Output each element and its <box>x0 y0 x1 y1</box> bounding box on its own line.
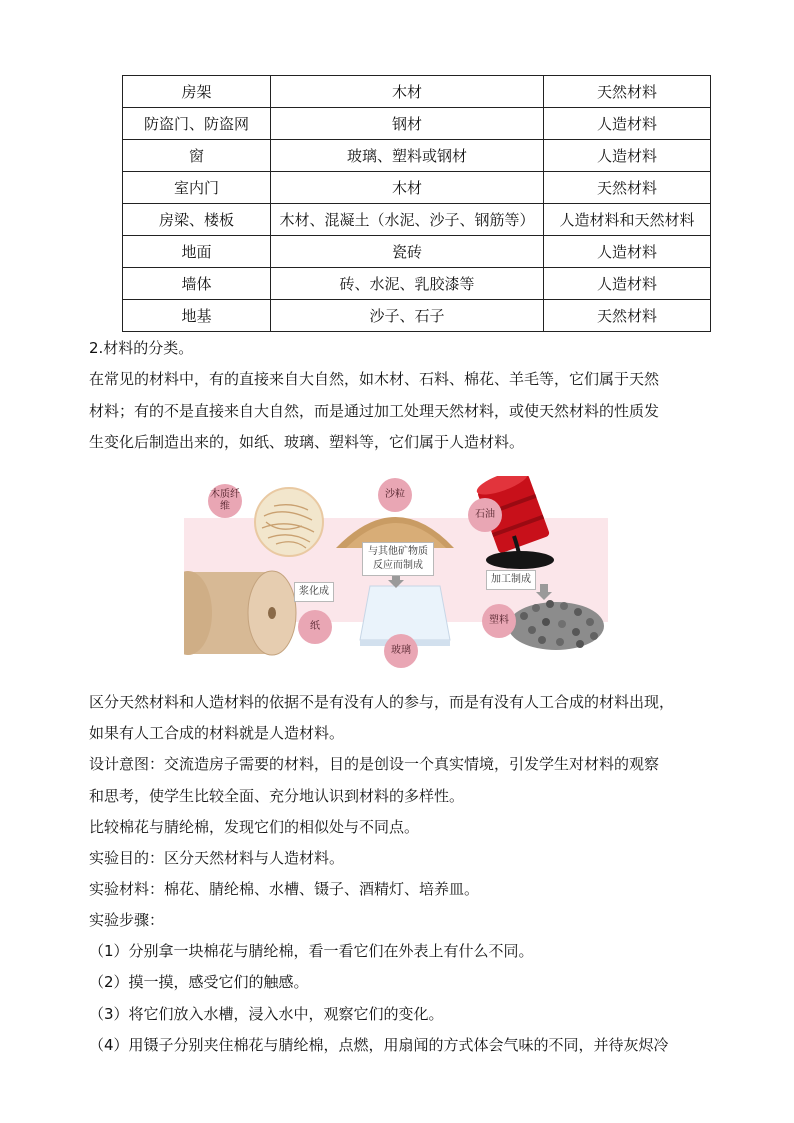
table-row <box>123 204 711 236</box>
step-item: （1）分别拿一块棉花与腈纶棉，看一看它们在外表上有什么不同。 <box>89 942 534 960</box>
section-heading: 2.材料的分类。 <box>89 339 194 357</box>
pulp-note: 浆化成 <box>294 582 334 602</box>
table-cell-type: 人造材料 <box>544 236 711 268</box>
materials-table <box>122 75 711 332</box>
table-row <box>123 140 711 172</box>
table-cell-part: 防盗门、防盗网 <box>123 108 271 140</box>
table-cell-part: 室内门 <box>123 172 271 204</box>
table-cell-part: 地面 <box>123 236 271 268</box>
paragraph-line: 设计意图：交流造房子需要的材料，目的是创设一个真实情境，引发学生对材料的观察 <box>89 755 660 773</box>
table-cell-material: 瓷砖 <box>271 236 544 268</box>
table-cell-type: 人造材料 <box>544 268 711 300</box>
table-cell-type: 天然材料 <box>544 76 711 108</box>
step-item: （2）摸一摸，感受它们的触感。 <box>89 973 309 991</box>
table-cell-part: 墙体 <box>123 268 271 300</box>
table-cell-type: 人造材料 <box>544 140 711 172</box>
plastic-label: 塑料 <box>482 604 516 638</box>
table-row <box>123 76 711 108</box>
paragraph-line: 在常见的材料中，有的直接来自大自然，如木材、石料、棉花、羊毛等，它们属于天然 <box>89 370 660 388</box>
paragraph-line: 生变化后制造出来的，如纸、玻璃、塑料等，它们属于人造材料。 <box>89 433 525 451</box>
wood-fiber-label: 木质纤维 <box>208 484 242 518</box>
paragraph-line: 比较棉花与腈纶棉，发现它们的相似处与不同点。 <box>89 818 420 836</box>
table-row <box>123 236 711 268</box>
sand-label: 沙粒 <box>378 478 412 512</box>
paragraph-line: 材料；有的不是直接来自大自然，而是通过加工处理天然材料，或使天然材料的性质发 <box>89 402 660 420</box>
paragraph-line: 如果有人工合成的材料就是人造材料。 <box>89 724 345 742</box>
table-cell-material: 木材 <box>271 172 544 204</box>
step-item: （4）用镊子分别夹住棉花与腈纶棉，点燃，用扇闻的方式体会气味的不同，并待灰烬冷 <box>89 1036 669 1054</box>
table-row <box>123 268 711 300</box>
paragraph-line: 实验目的：区分天然材料与人造材料。 <box>89 849 345 867</box>
step-item: （3）将它们放入水槽，浸入水中，观察它们的变化。 <box>89 1005 444 1023</box>
table-cell-part: 窗 <box>123 140 271 172</box>
paragraph-line: 实验材料：棉花、腈纶棉、水槽、镊子、酒精灯、培养皿。 <box>89 880 480 898</box>
table-cell-material: 木材 <box>271 76 544 108</box>
table-row <box>123 300 711 332</box>
glass-label: 玻璃 <box>384 634 418 668</box>
table-row <box>123 108 711 140</box>
oil-label: 石油 <box>468 498 502 532</box>
table-cell-material: 砖、水泥、乳胶漆等 <box>271 268 544 300</box>
table-cell-part: 房梁、楼板 <box>123 204 271 236</box>
process-note: 加工制成 <box>486 570 536 590</box>
paper-label: 纸 <box>298 610 332 644</box>
table-cell-material: 钢材 <box>271 108 544 140</box>
paragraph-line: 和思考，使学生比较全面、充分地认识到材料的多样性。 <box>89 787 465 805</box>
table-cell-type: 天然材料 <box>544 300 711 332</box>
table-cell-type: 人造材料 <box>544 108 711 140</box>
materials-figure <box>184 476 608 672</box>
paragraph-line: 实验步骤： <box>89 911 165 929</box>
react-note: 与其他矿物质反应而制成 <box>362 542 434 576</box>
table-cell-material: 木材、混凝土（水泥、沙子、钢筋等） <box>271 204 544 236</box>
table-cell-part: 地基 <box>123 300 271 332</box>
table-cell-material: 玻璃、塑料或钢材 <box>271 140 544 172</box>
paragraph-line: 区分天然材料和人造材料的依据不是有没有人的参与，而是有没有人工合成的材料出现， <box>89 693 675 711</box>
table-cell-part: 房架 <box>123 76 271 108</box>
table-cell-type: 人造材料和天然材料 <box>544 204 711 236</box>
table-row <box>123 172 711 204</box>
table-cell-type: 天然材料 <box>544 172 711 204</box>
table-cell-material: 沙子、石子 <box>271 300 544 332</box>
